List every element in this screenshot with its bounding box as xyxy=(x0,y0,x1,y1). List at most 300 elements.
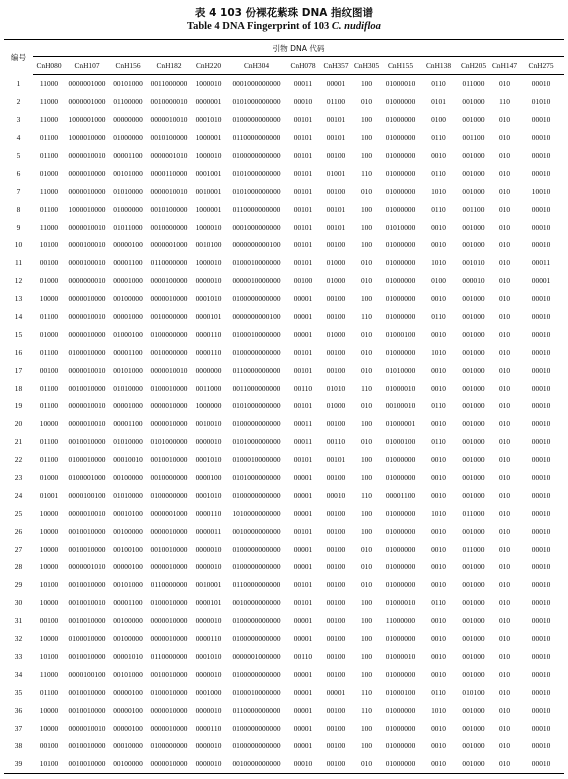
fingerprint-cell: 1000001 xyxy=(195,133,222,143)
fingerprint-cell: 001000 xyxy=(462,437,485,447)
fingerprint-cell: 1000010000 xyxy=(68,133,106,143)
fingerprint-cell: 010 xyxy=(498,616,511,626)
table-row xyxy=(4,111,564,129)
fingerprint-cell: 01000 xyxy=(326,258,346,268)
fingerprint-cell: 00100 xyxy=(326,580,346,590)
fingerprint-cell: 0000011 xyxy=(195,526,222,536)
fingerprint-cell: 0010 xyxy=(431,580,446,590)
fingerprint-cell: 00100000 xyxy=(113,616,143,626)
fingerprint-cell: 11000 xyxy=(39,79,59,89)
table-row xyxy=(4,236,564,254)
fingerprint-cell: 001000 xyxy=(462,186,485,196)
row-index-cell: 35 xyxy=(14,687,23,697)
fingerprint-cell: 0010 xyxy=(431,329,446,339)
fingerprint-cell: 01000000 xyxy=(385,115,416,125)
fingerprint-cell: 001010 xyxy=(462,258,485,268)
fingerprint-cell: 01000010 xyxy=(385,79,416,89)
fingerprint-cell: 01000 xyxy=(39,329,59,339)
fingerprint-cell: 0000001010 xyxy=(150,151,188,160)
fingerprint-cell: 0010000000 xyxy=(150,222,188,232)
fingerprint-cell: 00101 xyxy=(326,133,346,143)
fingerprint-cell: 0000010010 xyxy=(150,186,188,196)
fingerprint-cell: 0000010 xyxy=(195,437,222,447)
fingerprint-cell: 0101 xyxy=(431,97,446,107)
fingerprint-cell: 0000110000 xyxy=(150,168,188,178)
row-index-cell: 6 xyxy=(16,168,21,178)
fingerprint-cell: 0000100010 xyxy=(68,258,106,268)
fingerprint-cell: 01010000 xyxy=(113,437,143,447)
fingerprint-cell: 10100 xyxy=(39,651,59,661)
fingerprint-cell: 0110 xyxy=(431,204,446,214)
fingerprint-cell: 100 xyxy=(360,419,373,429)
fingerprint-cell: 010 xyxy=(498,544,511,554)
row-index-cell: 36 xyxy=(14,705,23,715)
row-index-cell: 20 xyxy=(14,419,23,429)
fingerprint-cell: 0100010000 xyxy=(68,347,106,357)
fingerprint-cell: 0000100100 xyxy=(68,669,106,679)
fingerprint-cell: 0000010010 xyxy=(68,222,106,232)
fingerprint-cell: 0000010 xyxy=(195,741,222,751)
table-body xyxy=(4,75,564,774)
fingerprint-cell: 01000000 xyxy=(385,240,416,250)
fingerprint-cell: 00100 xyxy=(326,151,346,160)
fingerprint-cell: 00100 xyxy=(326,705,346,715)
table-row xyxy=(4,701,564,719)
fingerprint-cell: 010 xyxy=(498,240,511,250)
table-row xyxy=(4,719,564,737)
table-row xyxy=(4,182,564,200)
fingerprint-cell: 00100 xyxy=(326,598,346,608)
fingerprint-cell: 00011 xyxy=(293,419,313,429)
fingerprint-cell: 00010100 xyxy=(113,508,143,518)
fingerprint-cell: 00001 xyxy=(293,544,313,554)
fingerprint-cell: 0010010000 xyxy=(68,580,106,590)
fingerprint-cell: 0000001 xyxy=(195,97,222,107)
fingerprint-cell: 00101000 xyxy=(113,669,143,679)
fingerprint-cell: 1010 xyxy=(431,705,446,715)
fingerprint-cell: 0110 xyxy=(431,437,446,447)
row-index-cell: 34 xyxy=(14,669,23,679)
fingerprint-cell: 00010 xyxy=(531,365,551,375)
fingerprint-cell: 01100 xyxy=(39,133,59,143)
fingerprint-cell: 0010 xyxy=(431,562,446,572)
fingerprint-cell: 0001010 xyxy=(195,455,222,465)
fingerprint-cell: 010 xyxy=(498,329,511,339)
fingerprint-cell: 1010 xyxy=(431,186,446,196)
fingerprint-cell: 11000 xyxy=(39,97,59,107)
fingerprint-cell: 00001100 xyxy=(113,258,143,268)
fingerprint-cell: 01010000 xyxy=(113,490,143,500)
fingerprint-cell: 10000 xyxy=(39,634,59,644)
fingerprint-cell: 00010 xyxy=(531,419,551,429)
fingerprint-cell: 10000 xyxy=(39,419,59,429)
fingerprint-cell: 0110000000000 xyxy=(232,580,281,590)
fingerprint-cell: 0100000000 xyxy=(150,490,188,500)
column-header: CnH357 xyxy=(319,57,353,75)
fingerprint-cell: 00010 xyxy=(531,580,551,590)
fingerprint-cell: 01000001 xyxy=(385,419,416,429)
fingerprint-cell: 0000010000 xyxy=(150,526,188,536)
table-title-cn: 表 4 103 份裸花紫珠 DNA 指纹图谱 xyxy=(194,7,374,19)
fingerprint-cell: 010 xyxy=(491,755,518,773)
fingerprint-cell: 01000 xyxy=(326,276,346,286)
fingerprint-cell: 00101 xyxy=(293,401,313,411)
fingerprint-cell: 0010 xyxy=(431,651,446,661)
fingerprint-cell: 100 xyxy=(360,669,373,679)
table-title-en xyxy=(0,21,568,32)
fingerprint-cell: 010 xyxy=(360,97,373,107)
fingerprint-cell: 01000100 xyxy=(385,687,416,697)
fingerprint-cell: 010 xyxy=(360,580,373,590)
fingerprint-cell: 000010 xyxy=(462,276,485,286)
fingerprint-cell: 0000000000100 xyxy=(232,240,281,250)
fingerprint-cell: 0000010010 xyxy=(68,723,106,733)
fingerprint-cell: 00101000 xyxy=(113,580,143,590)
fingerprint-cell: 00010 xyxy=(531,222,551,232)
row-index-cell: 24 xyxy=(14,490,23,500)
fingerprint-cell: 00010 xyxy=(531,634,551,644)
fingerprint-cell: 0000010010 xyxy=(68,401,106,411)
fingerprint-cell: 01010000 xyxy=(385,365,416,375)
fingerprint-cell: 0010 xyxy=(431,723,446,733)
fingerprint-cell: 0010010000 xyxy=(68,437,106,447)
fingerprint-cell: 0010 xyxy=(431,419,446,429)
fingerprint-cell: 00100 xyxy=(326,240,346,250)
table-row xyxy=(4,415,564,433)
fingerprint-cell: 0101000000000 xyxy=(232,437,281,447)
fingerprint-cell: 10000 xyxy=(39,544,59,554)
fingerprint-cell: 00010 xyxy=(531,687,551,697)
fingerprint-cell: 0110 xyxy=(431,687,446,697)
fingerprint-cell: 010 xyxy=(498,347,511,357)
fingerprint-cell: 0100000000000 xyxy=(232,723,281,733)
row-index-cell: 1 xyxy=(16,79,21,89)
table-row xyxy=(4,308,564,326)
fingerprint-cell: 00001 xyxy=(293,616,313,626)
fingerprint-cell: 01010 xyxy=(326,383,346,393)
fingerprint-cell: 0001010 xyxy=(195,115,222,125)
fingerprint-cell: 0000010000 xyxy=(150,705,188,715)
row-index-cell: 15 xyxy=(14,329,23,339)
fingerprint-cell: 01000000 xyxy=(380,755,421,773)
row-index-cell: 10 xyxy=(14,240,23,250)
fingerprint-cell: 00100000 xyxy=(113,526,143,536)
fingerprint-cell: 0010 xyxy=(431,365,446,375)
fingerprint-cell: 01000000 xyxy=(385,723,416,733)
fingerprint-cell: 0010 xyxy=(431,669,446,679)
fingerprint-cell: 01100 xyxy=(39,151,59,160)
fingerprint-cell: 10000 xyxy=(39,508,59,518)
fingerprint-cell: 00000000 xyxy=(113,115,143,125)
fingerprint-cell: 0000001000 xyxy=(68,97,106,107)
fingerprint-cell: 00001 xyxy=(293,741,313,751)
fingerprint-cell: 01000000 xyxy=(385,669,416,679)
fingerprint-cell: 010 xyxy=(498,133,511,143)
fingerprint-cell: 00001 xyxy=(293,705,313,715)
fingerprint-table xyxy=(4,39,564,774)
row-index-cell: 19 xyxy=(14,401,23,411)
fingerprint-cell: 0000110 xyxy=(195,508,222,518)
fingerprint-cell: 10100 xyxy=(39,580,59,590)
row-index-cell: 8 xyxy=(16,204,21,214)
fingerprint-cell: 11000 xyxy=(39,222,59,232)
fingerprint-cell: 0000110 xyxy=(195,329,222,339)
fingerprint-cell: 010 xyxy=(498,705,511,715)
fingerprint-cell: 00010 xyxy=(531,651,551,661)
fingerprint-cell: 00010 xyxy=(531,151,551,160)
fingerprint-cell: 010 xyxy=(498,365,511,375)
fingerprint-cell: 0010 xyxy=(431,222,446,232)
fingerprint-cell: 10100 xyxy=(33,755,65,773)
fingerprint-cell: 0110000000000 xyxy=(232,365,281,375)
fingerprint-cell: 0100000000000 xyxy=(232,115,281,125)
fingerprint-cell: 00001 xyxy=(293,723,313,733)
fingerprint-cell: 010 xyxy=(498,419,511,429)
fingerprint-cell: 0100010000000 xyxy=(232,455,281,465)
fingerprint-cell: 0001000000000 xyxy=(232,222,281,232)
fingerprint-cell: 001000 xyxy=(462,365,485,375)
fingerprint-cell: 010 xyxy=(498,401,511,411)
fingerprint-cell: 00010 xyxy=(531,240,551,250)
fingerprint-cell: 110 xyxy=(361,705,372,715)
fingerprint-cell: 001000 xyxy=(462,616,485,626)
fingerprint-cell: 001000 xyxy=(462,580,485,590)
fingerprint-cell: 100 xyxy=(360,723,373,733)
fingerprint-cell: 11000000 xyxy=(385,616,416,626)
fingerprint-cell: 00010 xyxy=(531,616,551,626)
row-index-cell: 23 xyxy=(14,473,23,483)
fingerprint-cell: 10000 xyxy=(39,598,59,608)
fingerprint-cell: 00010 xyxy=(531,741,551,751)
fingerprint-cell: 0001001 xyxy=(195,168,222,178)
fingerprint-cell: 0101000000000 xyxy=(232,401,281,411)
fingerprint-cell: 01100 xyxy=(39,347,59,357)
row-index-cell: 32 xyxy=(14,634,23,644)
fingerprint-cell: 0100000000 xyxy=(150,329,188,339)
fingerprint-cell: 01000000 xyxy=(385,168,416,178)
fingerprint-cell: 00100000 xyxy=(109,755,147,773)
fingerprint-cell: 0010100000 xyxy=(150,133,188,143)
primer-group-header: 引物 DNA 代码 xyxy=(33,40,564,57)
fingerprint-cell: 0010 xyxy=(431,473,446,483)
fingerprint-cell: 0000010000 xyxy=(150,634,188,644)
fingerprint-cell: 0000010 xyxy=(195,544,222,554)
fingerprint-cell: 01010000 xyxy=(385,222,416,232)
fingerprint-cell: 01001 xyxy=(39,490,59,500)
fingerprint-cell: 00100 xyxy=(326,508,346,518)
fingerprint-cell: 0101000000 xyxy=(150,437,188,447)
fingerprint-cell: 0010010000 xyxy=(150,544,188,554)
table-row xyxy=(4,665,564,683)
fingerprint-cell: 00100010 xyxy=(385,401,416,411)
fingerprint-cell: 0000010000 xyxy=(150,723,188,733)
column-header: CnH182 xyxy=(147,57,191,75)
fingerprint-cell: 00010 xyxy=(531,329,551,339)
column-header: CnH304 xyxy=(226,57,287,75)
fingerprint-cell: 10100 xyxy=(39,240,59,250)
fingerprint-cell: 0100010000 xyxy=(150,687,188,697)
fingerprint-cell: 0011000 xyxy=(195,383,222,393)
fingerprint-cell: 001000 xyxy=(462,222,485,232)
fingerprint-cell: 00001 xyxy=(326,79,346,89)
fingerprint-cell: 010 xyxy=(498,79,511,89)
row-index-cell: 16 xyxy=(14,347,23,357)
fingerprint-cell: 0000000000100 xyxy=(232,312,281,322)
fingerprint-cell: 00010 xyxy=(531,383,551,393)
fingerprint-cell: 100 xyxy=(360,115,373,125)
row-index-cell: 25 xyxy=(14,508,23,518)
table-row xyxy=(4,129,564,147)
fingerprint-cell: 001000 xyxy=(462,312,485,322)
fingerprint-cell: 00010 xyxy=(531,401,551,411)
fingerprint-cell: 00100 xyxy=(326,669,346,679)
row-index-cell: 4 xyxy=(16,133,21,143)
fingerprint-cell: 00100 xyxy=(326,294,346,304)
fingerprint-cell: 0110000000 xyxy=(150,651,188,661)
species-name: C. nudifloa xyxy=(331,21,381,32)
fingerprint-cell: 0000010010 xyxy=(68,365,106,375)
row-index-cell: 17 xyxy=(14,365,23,375)
fingerprint-cell: 01010000 xyxy=(113,186,143,196)
fingerprint-cell: 0010010000 xyxy=(68,383,106,393)
fingerprint-cell: 00001 xyxy=(293,687,313,697)
fingerprint-cell: 00010 xyxy=(531,347,551,357)
fingerprint-cell: 0100001000 xyxy=(68,473,106,483)
fingerprint-cell: 010 xyxy=(498,151,511,160)
fingerprint-cell: 0100010000 xyxy=(68,634,106,644)
fingerprint-cell: 0100000000000 xyxy=(232,419,281,429)
fingerprint-cell: 1000010 xyxy=(195,79,222,89)
fingerprint-cell: 001000 xyxy=(456,755,491,773)
fingerprint-cell: 00101 xyxy=(293,598,313,608)
fingerprint-cell: 0010 xyxy=(431,240,446,250)
fingerprint-cell: 001000 xyxy=(462,651,485,661)
fingerprint-cell: 0010 xyxy=(431,544,446,554)
fingerprint-cell: 010 xyxy=(498,580,511,590)
fingerprint-cell: 00000100 xyxy=(113,687,143,697)
fingerprint-cell: 01100 xyxy=(39,401,59,411)
fingerprint-cell: 010 xyxy=(360,347,373,357)
fingerprint-cell: 0010010 xyxy=(195,419,222,429)
fingerprint-cell: 0010100 xyxy=(195,240,222,250)
fingerprint-cell: 00101 xyxy=(293,115,313,125)
fingerprint-cell: 0110 xyxy=(431,312,446,322)
fingerprint-cell: 100 xyxy=(360,616,373,626)
fingerprint-cell: 0010 xyxy=(431,490,446,500)
fingerprint-cell: 0110000000000 xyxy=(232,133,281,143)
fingerprint-cell: 0010010000 xyxy=(68,651,106,661)
fingerprint-cell: 00100 xyxy=(326,651,346,661)
fingerprint-cell: 0110 xyxy=(431,79,446,89)
fingerprint-cell: 00100 xyxy=(326,723,346,733)
fingerprint-cell: 00101 xyxy=(293,186,313,196)
fingerprint-cell: 10000 xyxy=(39,562,59,572)
fingerprint-cell: 01000000 xyxy=(385,562,416,572)
fingerprint-cell: 00101 xyxy=(326,204,346,214)
fingerprint-cell: 00010 xyxy=(531,455,551,465)
fingerprint-cell: 0000010000 xyxy=(68,168,106,178)
column-header: CnH147 xyxy=(491,57,518,75)
fingerprint-cell: 0001010 xyxy=(195,490,222,500)
fingerprint-cell: 0000010000 xyxy=(150,294,188,304)
fingerprint-cell: 01100 xyxy=(39,687,59,697)
fingerprint-cell: 10000 xyxy=(39,526,59,536)
fingerprint-cell: 001000 xyxy=(462,455,485,465)
fingerprint-cell: 01000000 xyxy=(385,133,416,143)
fingerprint-cell: 00010 xyxy=(531,115,551,125)
fingerprint-cell: 01000000 xyxy=(385,705,416,715)
fingerprint-cell: 10000 xyxy=(39,294,59,304)
fingerprint-cell: 010 xyxy=(498,276,511,286)
fingerprint-cell: 011000 xyxy=(462,79,485,89)
fingerprint-cell: 00010 xyxy=(531,562,551,572)
table-row xyxy=(4,683,564,701)
fingerprint-cell: 0110000000 xyxy=(150,580,188,590)
column-header: CnH205 xyxy=(456,57,491,75)
fingerprint-cell: 0000010000 xyxy=(68,186,106,196)
fingerprint-cell: 00011 xyxy=(531,258,551,268)
table-row xyxy=(4,379,564,397)
fingerprint-cell: 00010 xyxy=(531,598,551,608)
fingerprint-cell: 010 xyxy=(498,455,511,465)
table-row xyxy=(4,200,564,218)
fingerprint-cell: 001000 xyxy=(462,526,485,536)
row-index-cell: 5 xyxy=(16,151,21,160)
fingerprint-cell: 001100 xyxy=(462,204,485,214)
table-header xyxy=(4,40,564,75)
fingerprint-cell: 0100000000000 xyxy=(232,669,281,679)
fingerprint-cell: 0110000000 xyxy=(150,258,188,268)
fingerprint-cell: 0100000000000 xyxy=(232,741,281,751)
fingerprint-cell: 100 xyxy=(360,598,373,608)
table-row xyxy=(4,630,564,648)
fingerprint-cell: 0010010000 xyxy=(68,705,106,715)
fingerprint-cell: 01000000 xyxy=(385,580,416,590)
fingerprint-cell: 00101 xyxy=(293,365,313,375)
fingerprint-cell: 01001 xyxy=(326,168,346,178)
fingerprint-cell: 00001100 xyxy=(113,598,143,608)
fingerprint-cell: 00010 xyxy=(531,669,551,679)
fingerprint-cell: 01000000 xyxy=(385,97,416,107)
fingerprint-cell: 010 xyxy=(498,437,511,447)
fingerprint-cell: 1000010000 xyxy=(68,204,106,214)
fingerprint-cell: 011000 xyxy=(462,544,485,554)
table-row xyxy=(4,343,564,361)
fingerprint-cell: 00001 xyxy=(293,562,313,572)
fingerprint-cell: 0100000000000 xyxy=(232,490,281,500)
fingerprint-cell: 00010 xyxy=(531,723,551,733)
fingerprint-cell: 0001000 xyxy=(195,687,222,697)
fingerprint-cell: 010 xyxy=(498,490,511,500)
fingerprint-cell: 01000010 xyxy=(385,598,416,608)
fingerprint-cell: 0100000000000 xyxy=(232,616,281,626)
table-row xyxy=(4,451,564,469)
fingerprint-cell: 01000 xyxy=(39,473,59,483)
fingerprint-cell: 0100 xyxy=(431,115,446,125)
fingerprint-cell: 00010 xyxy=(518,755,564,773)
table-row xyxy=(4,361,564,379)
fingerprint-cell: 100 xyxy=(360,133,373,143)
fingerprint-cell: 01000010 xyxy=(385,383,416,393)
fingerprint-cell: 00110 xyxy=(326,437,346,447)
fingerprint-cell: 0010010010 xyxy=(68,598,106,608)
fingerprint-cell: 110 xyxy=(361,490,372,500)
column-header: CnH305 xyxy=(353,57,380,75)
table-row xyxy=(4,755,564,773)
fingerprint-cell: 011000 xyxy=(462,508,485,518)
fingerprint-cell: 00101 xyxy=(326,115,346,125)
fingerprint-cell: 010 xyxy=(360,544,373,554)
